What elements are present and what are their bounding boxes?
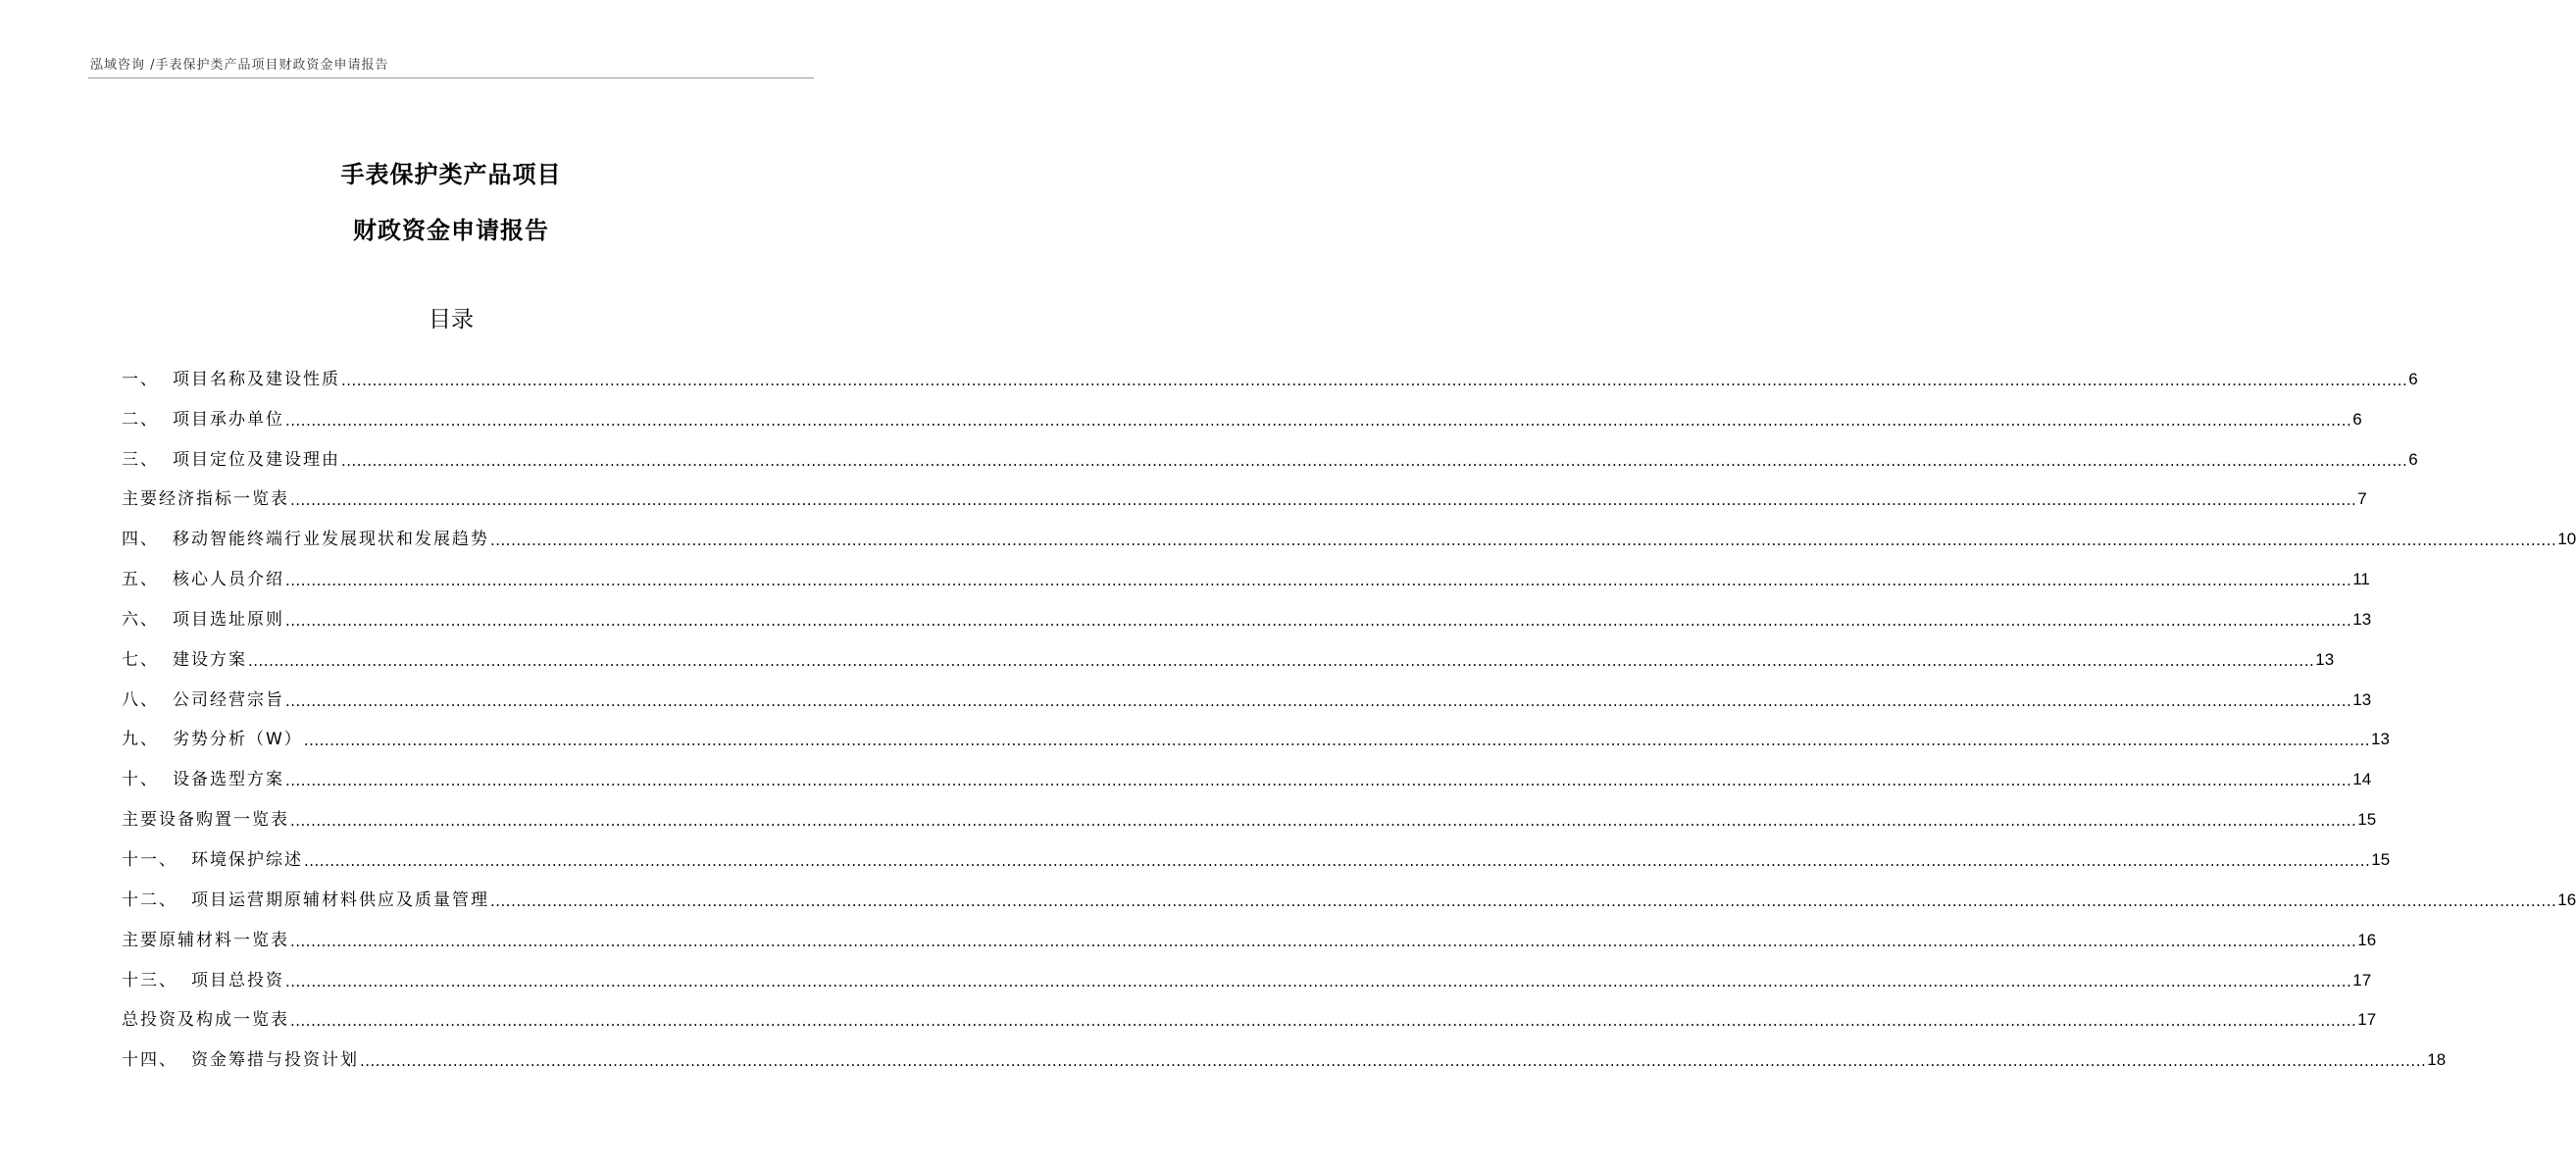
toc-dot-leader: ................................................................................................................................................................................................................................................................................................................................................................................................................ (490, 891, 2557, 910)
toc-entry[interactable] (122, 910, 2377, 950)
toc-entry-page-number: 17 (2352, 970, 2372, 990)
toc-entry[interactable] (122, 710, 2390, 750)
toc-entry-page-number: 6 (2408, 449, 2418, 469)
running-header: 泓域咨询 /手表保护类产品项目财政资金申请报告 (90, 58, 389, 73)
toc-dot-leader: ................................................................................................................................................................................................................................................................................................................................................................................................................ (290, 932, 2357, 950)
toc-entry[interactable] (122, 389, 2362, 430)
toc-entry[interactable] (122, 430, 2418, 470)
toc-entry-page-number: 13 (2352, 689, 2372, 709)
toc-dot-leader: ................................................................................................................................................................................................................................................................................................................................................................................................................ (490, 532, 2557, 550)
toc-entry-label: 资金筹措与投资计划 (191, 1050, 359, 1071)
toc-entry-page-number: 13 (2352, 609, 2372, 629)
toc-entry[interactable] (122, 630, 2335, 670)
toc-entry-number: 十四、 (122, 1050, 177, 1071)
toc-entry-number: 三、 (122, 449, 159, 470)
toc-entry-page-number: 13 (2315, 649, 2335, 669)
toc-entry-number: 四、 (122, 530, 159, 550)
toc-entry-number: 十二、 (122, 889, 177, 910)
toc-entry-page-number: 15 (2357, 810, 2377, 830)
toc-entry-label: 项目选址原则 (173, 609, 284, 630)
toc-entry[interactable] (122, 670, 2372, 710)
toc-entry-label: 项目总投资 (191, 970, 284, 990)
toc-entry-page-number: 10 (2557, 530, 2576, 549)
toc-entry-page-number: 14 (2352, 770, 2372, 789)
toc-entry-label: 公司经营宗旨 (173, 689, 284, 710)
toc-entry-number: 二、 (122, 409, 159, 430)
table-of-contents (122, 349, 2576, 1071)
toc-entry-number: 九、 (122, 730, 159, 750)
toc-entry[interactable] (122, 549, 2370, 590)
toc-entry-label: 核心人员介绍 (173, 570, 284, 590)
toc-entry[interactable] (122, 950, 2372, 990)
toc-dot-leader: ................................................................................................................................................................................................................................................................................................................................................................................................................ (360, 1052, 2427, 1071)
toc-entry-label: 移动智能终端行业发展现状和发展趋势 (173, 530, 489, 550)
toc-entry-page-number: 6 (2408, 369, 2418, 388)
toc-dot-leader: ................................................................................................................................................................................................................................................................................................................................................................................................................ (248, 651, 2315, 670)
toc-entry-number: 六、 (122, 609, 159, 630)
toc-entry-label: 项目运营期原辅材料供应及质量管理 (191, 889, 489, 910)
toc-entry-label: 项目名称及建设性质 (173, 369, 340, 389)
toc-entry-label: 主要经济指标一览表 (122, 489, 289, 510)
toc-dot-leader: ................................................................................................................................................................................................................................................................................................................................................................................................................ (290, 491, 2357, 510)
toc-entry-page-number: 13 (2371, 730, 2390, 749)
toc-entry-page-number: 6 (2352, 409, 2362, 429)
toc-entry-number: 一、 (122, 369, 159, 389)
toc-dot-leader: ................................................................................................................................................................................................................................................................................................................................................................................................................ (303, 732, 2371, 750)
toc-entry-page-number: 16 (2357, 930, 2377, 949)
toc-entry-number: 八、 (122, 689, 159, 710)
toc-dot-leader: ................................................................................................................................................................................................................................................................................................................................................................................................................ (290, 1012, 2357, 1031)
toc-entry-label: 主要设备购置一览表 (122, 810, 289, 831)
toc-entry[interactable] (122, 830, 2391, 870)
toc-entry-label: 总投资及构成一览表 (122, 1010, 289, 1031)
document-title-line-1: 手表保护类产品项目 (340, 161, 562, 188)
toc-entry-page-number: 7 (2357, 489, 2367, 509)
toc-dot-leader: ................................................................................................................................................................................................................................................................................................................................................................................................................ (285, 411, 2352, 430)
toc-entry-number: 五、 (122, 570, 159, 590)
toc-entry-label: 环境保护综述 (191, 849, 303, 870)
toc-entry-number: 十三、 (122, 970, 177, 990)
toc-entry-page-number: 18 (2427, 1050, 2447, 1070)
toc-entry[interactable] (122, 349, 2418, 389)
toc-heading: 目录 (429, 307, 474, 332)
toc-entry-number: 十、 (122, 770, 159, 790)
toc-entry[interactable] (122, 509, 2576, 550)
header-divider (88, 77, 814, 78)
toc-entry-page-number: 17 (2357, 1010, 2377, 1030)
toc-dot-leader: ................................................................................................................................................................................................................................................................................................................................................................................................................ (285, 772, 2352, 790)
toc-entry[interactable] (122, 990, 2377, 1031)
toc-dot-leader: ................................................................................................................................................................................................................................................................................................................................................................................................................ (285, 972, 2352, 990)
toc-entry[interactable] (122, 470, 2367, 510)
toc-dot-leader: ................................................................................................................................................................................................................................................................................................................................................................................................................ (285, 572, 2352, 590)
toc-dot-leader: ................................................................................................................................................................................................................................................................................................................................................................................................................ (290, 812, 2357, 831)
toc-entry-number: 十一、 (122, 849, 177, 870)
toc-dot-leader: ................................................................................................................................................................................................................................................................................................................................................................................................................ (304, 851, 2371, 870)
toc-entry-label: 项目承办单位 (173, 409, 284, 430)
toc-entry[interactable] (122, 749, 2372, 790)
toc-entry-number: 七、 (122, 649, 159, 670)
toc-entry-page-number: 11 (2352, 570, 2370, 589)
toc-dot-leader: ................................................................................................................................................................................................................................................................................................................................................................................................................ (285, 611, 2352, 630)
toc-dot-leader: ................................................................................................................................................................................................................................................................................................................................................................................................................ (285, 691, 2352, 710)
toc-entry-label: 主要原辅材料一览表 (122, 930, 289, 950)
toc-entry-page-number: 15 (2371, 849, 2391, 869)
toc-entry[interactable] (122, 589, 2372, 630)
toc-dot-leader: ................................................................................................................................................................................................................................................................................................................................................................................................................ (341, 451, 2408, 470)
toc-entry-label: 劣势分析（W） (173, 730, 303, 750)
document-title-line-2: 财政资金申请报告 (353, 217, 549, 244)
toc-entry-page-number: 16 (2557, 889, 2576, 909)
toc-dot-leader: ................................................................................................................................................................................................................................................................................................................................................................................................................ (341, 371, 2408, 389)
toc-entry-label: 设备选型方案 (173, 770, 284, 790)
toc-entry[interactable] (122, 789, 2377, 831)
toc-entry-label: 建设方案 (173, 649, 247, 670)
toc-entry[interactable] (122, 1030, 2447, 1071)
toc-entry[interactable] (122, 870, 2576, 910)
toc-entry-label: 项目定位及建设理由 (173, 449, 340, 470)
